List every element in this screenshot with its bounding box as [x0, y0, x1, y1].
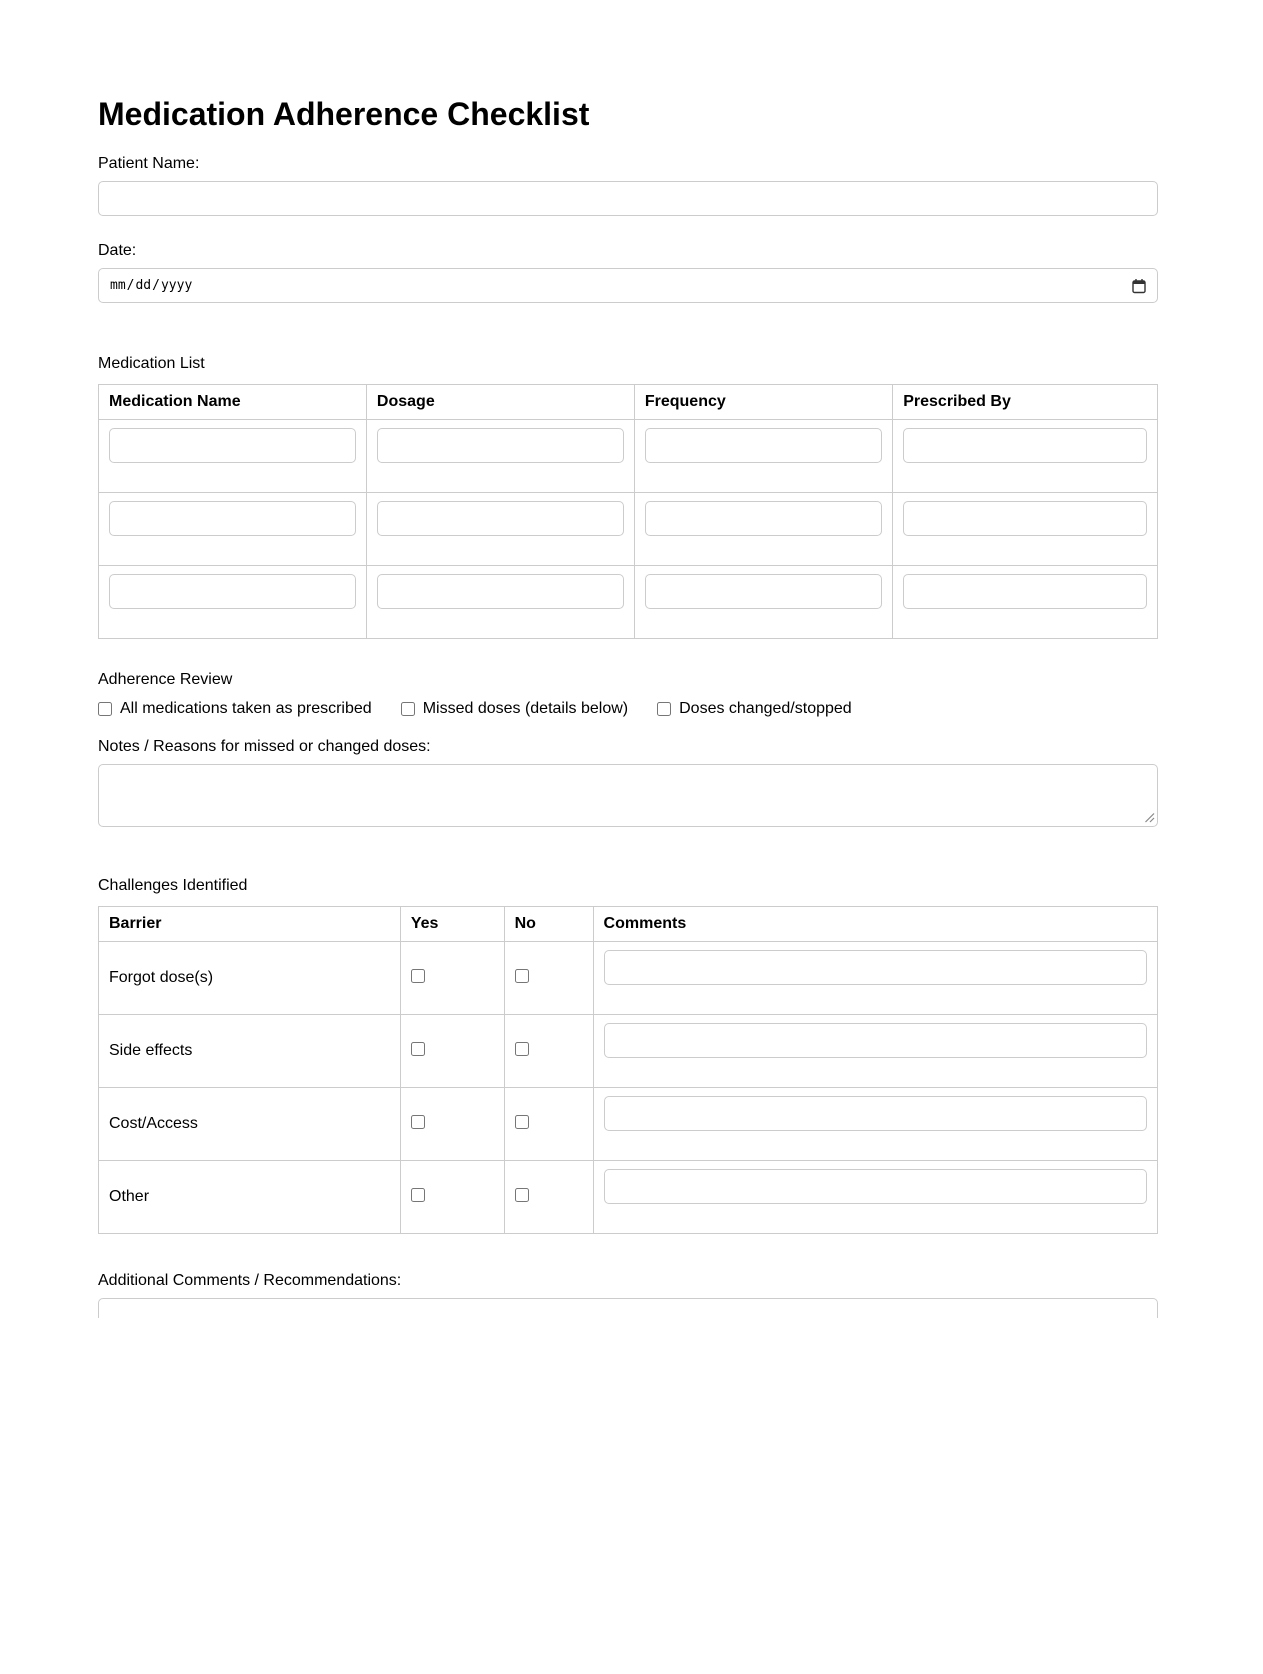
barrier-label: Other: [99, 1161, 401, 1234]
option-doses-changed[interactable]: [657, 700, 852, 718]
side-effects-comment-input[interactable]: [604, 1023, 1147, 1058]
patient-name-label: Patient Name:: [98, 155, 200, 172]
page-title: Medication Adherence Checklist: [98, 96, 590, 132]
option-label: Doses changed/stopped: [679, 700, 852, 717]
column-header-barrier: Barrier: [99, 907, 401, 942]
forgot-doses-no-checkbox[interactable]: [515, 969, 529, 983]
other-yes-checkbox[interactable]: [411, 1188, 425, 1202]
cost-access-no-checkbox[interactable]: [515, 1115, 529, 1129]
challenges-table: [98, 906, 1158, 1234]
adherence-review-section: [98, 671, 1158, 827]
medication-row: [99, 566, 1158, 639]
column-header-frequency: Frequency: [634, 385, 892, 420]
barrier-label: Side effects: [99, 1015, 401, 1088]
prescribed-by-input-3[interactable]: [903, 574, 1147, 609]
medication-row: [99, 493, 1158, 566]
medication-list-section: [98, 355, 1158, 639]
medication-list-label: Medication List: [98, 355, 205, 372]
side-effects-yes-checkbox[interactable]: [411, 1042, 425, 1056]
additional-comments-textarea[interactable]: [98, 1298, 1158, 1318]
additional-comments-clip: [98, 1298, 1158, 1318]
barrier-label: Forgot dose(s): [99, 942, 401, 1015]
side-effects-no-checkbox[interactable]: [515, 1042, 529, 1056]
patient-name-input[interactable]: [98, 181, 1158, 216]
adherence-options-row: [98, 700, 1158, 718]
challenge-row-other: [99, 1161, 1158, 1234]
forgot-doses-yes-checkbox[interactable]: [411, 969, 425, 983]
other-no-checkbox[interactable]: [515, 1188, 529, 1202]
date-label: Date:: [98, 242, 137, 259]
missed-doses-checkbox[interactable]: [401, 702, 415, 716]
challenges-label: Challenges Identified: [98, 877, 248, 894]
forgot-doses-comment-input[interactable]: [604, 950, 1147, 985]
column-header-medication-name: Medication Name: [99, 385, 367, 420]
frequency-input-3[interactable]: [645, 574, 882, 609]
all-medications-taken-checkbox[interactable]: [98, 702, 112, 716]
prescribed-by-input-2[interactable]: [903, 501, 1147, 536]
challenge-row-side-effects: [99, 1015, 1158, 1088]
cost-access-yes-checkbox[interactable]: [411, 1115, 425, 1129]
medication-header-row: [99, 385, 1158, 420]
challenge-row-forgot-doses: [99, 942, 1158, 1015]
option-all-medications-taken[interactable]: [98, 700, 372, 718]
form-page: [98, 0, 1158, 1318]
additional-comments-label: Additional Comments / Recommendations:: [98, 1272, 402, 1289]
challenges-header-row: [99, 907, 1158, 942]
medication-name-input-2[interactable]: [109, 501, 356, 536]
dosage-input-2[interactable]: [377, 501, 624, 536]
option-missed-doses[interactable]: [401, 700, 628, 718]
column-header-yes: Yes: [400, 907, 504, 942]
patient-name-field: [98, 155, 1158, 216]
column-header-no: No: [504, 907, 593, 942]
frequency-input-1[interactable]: [645, 428, 882, 463]
barrier-label: Cost/Access: [99, 1088, 401, 1161]
column-header-comments: Comments: [593, 907, 1157, 942]
other-comment-input[interactable]: [604, 1169, 1147, 1204]
option-label: All medications taken as prescribed: [120, 700, 372, 717]
medication-name-input-3[interactable]: [109, 574, 356, 609]
column-header-dosage: Dosage: [366, 385, 634, 420]
cost-access-comment-input[interactable]: [604, 1096, 1147, 1131]
dosage-input-3[interactable]: [377, 574, 624, 609]
column-header-prescribed-by: Prescribed By: [893, 385, 1158, 420]
frequency-input-2[interactable]: [645, 501, 882, 536]
additional-comments-section: [98, 1272, 1158, 1318]
medication-row: [99, 420, 1158, 493]
challenges-section: [98, 877, 1158, 1234]
dosage-input-1[interactable]: [377, 428, 624, 463]
doses-changed-checkbox[interactable]: [657, 702, 671, 716]
challenge-row-cost-access: [99, 1088, 1158, 1161]
adherence-review-label: Adherence Review: [98, 671, 233, 688]
notes-label: Notes / Reasons for missed or changed doses:: [98, 738, 431, 755]
prescribed-by-input-1[interactable]: [903, 428, 1147, 463]
medication-name-input-1[interactable]: [109, 428, 356, 463]
date-input[interactable]: [98, 268, 1158, 303]
option-label: Missed doses (details below): [422, 700, 629, 717]
notes-textarea[interactable]: [98, 764, 1158, 827]
date-field: [98, 242, 1158, 303]
medication-table: [98, 384, 1158, 639]
